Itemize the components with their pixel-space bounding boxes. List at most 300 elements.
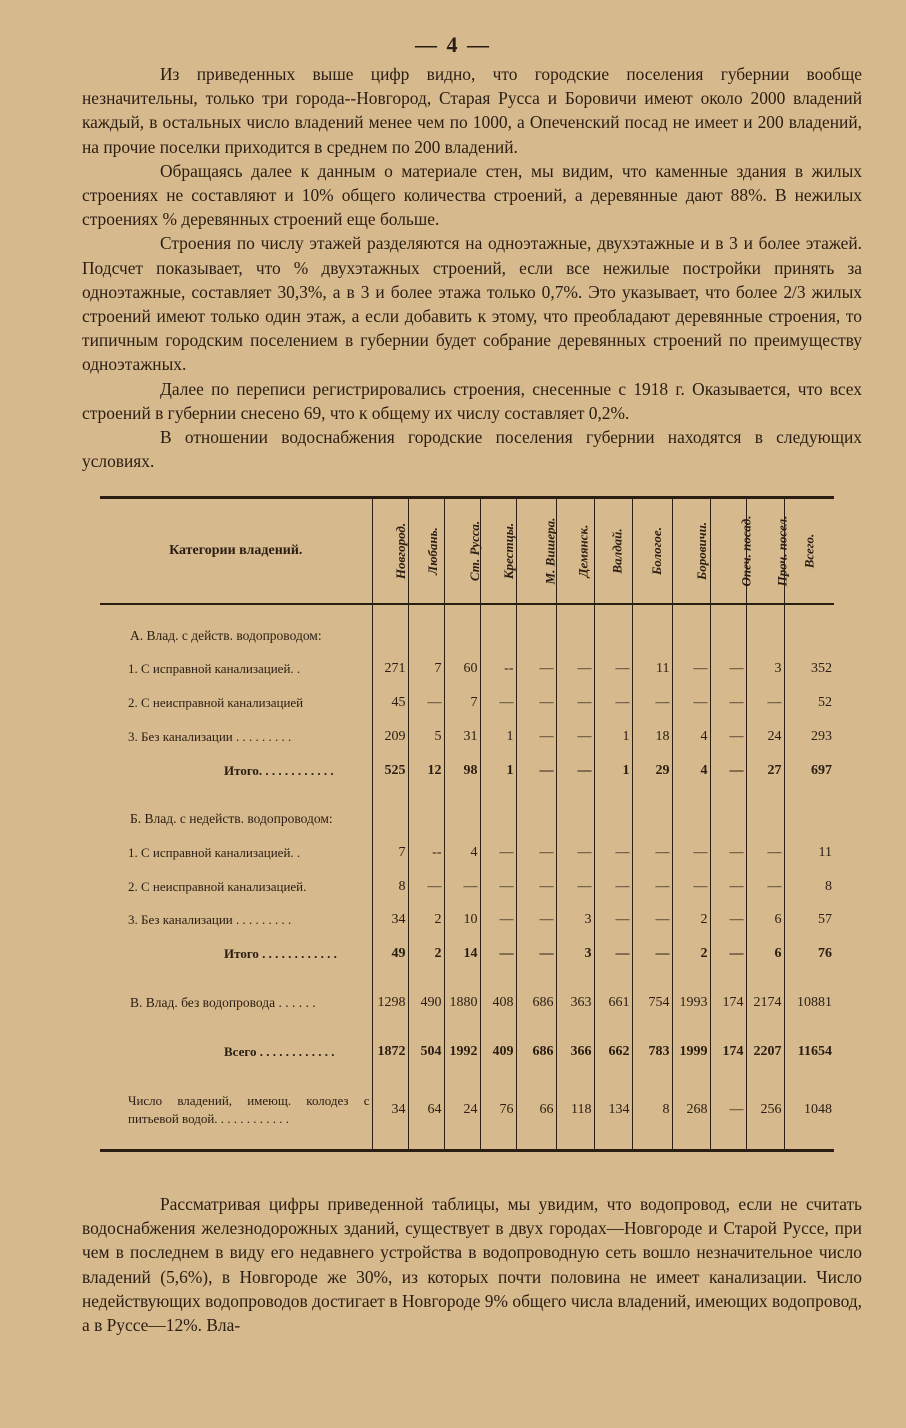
table-cell — [746, 619, 784, 653]
table-cell — [408, 1020, 444, 1035]
table-cell — [556, 802, 594, 836]
table-cell — [746, 1020, 784, 1035]
column-header — [444, 498, 480, 605]
table-cell — [632, 604, 672, 619]
table-cell: 662 — [594, 1034, 632, 1070]
table-cell: 10 — [444, 904, 480, 938]
table-cell: — — [632, 836, 672, 870]
row-label: В. Влад. без водопровода . . . . . . — [100, 986, 372, 1020]
table-cell: 408 — [480, 986, 516, 1020]
table-cell: 11 — [818, 844, 832, 860]
column-header — [372, 498, 408, 605]
column-header-label: Бологое. — [648, 527, 664, 575]
table-cell — [444, 971, 480, 986]
table-cell: — — [556, 836, 594, 870]
table-cell — [672, 971, 710, 986]
column-header-label: Любань. — [424, 527, 440, 575]
column-header-label: Проч. посел. — [773, 515, 789, 587]
table-cell: 209 — [372, 720, 408, 754]
table-cell: — — [710, 870, 746, 904]
table-cell: — — [672, 653, 710, 687]
table-cell: 8 — [825, 878, 832, 894]
paragraph: Строения по числу этажей разделяются на одноэтажные, двухэтажные и в 3 и более этажей. Подсчет показывает, что % двухэтажных строений, если все нежилые постройки принять за одноэтажные, составляет 30,3%, а в 3 и более этажа только 0,7%. Это указывает, что более 2/3 жилых строений имеют только один этаж, а если добавить к этому, что преобладают деревянные строения, то типичным городским поселением в губернии будет собрание деревянных строений по преимуществу одноэтажных. — [82, 233, 862, 375]
table-cell: 24 — [444, 1085, 480, 1136]
table-cell — [710, 1070, 746, 1085]
table-cell: — — [710, 653, 746, 687]
table-cell — [632, 971, 672, 986]
table-cell: 1999 — [672, 1034, 710, 1070]
row-label: Итого. . . . . . . . . . . . — [100, 754, 372, 788]
spacer-row — [100, 1136, 834, 1151]
table-cell — [372, 619, 408, 653]
table-cell — [556, 971, 594, 986]
table-cell — [784, 788, 834, 803]
table-cell: 2207 — [746, 1034, 784, 1070]
table-cell: 686 — [516, 1034, 556, 1070]
table-cell: 27 — [746, 754, 784, 788]
table-row — [100, 937, 834, 971]
table-cell: 7 — [372, 836, 408, 870]
table-cell — [372, 802, 408, 836]
table-cell — [556, 619, 594, 653]
table-cell — [594, 802, 632, 836]
table-cell — [784, 619, 834, 653]
table-cell — [710, 604, 746, 619]
table-cell — [746, 1070, 784, 1085]
table-cell: — — [480, 686, 516, 720]
table-cell: 118 — [556, 1085, 594, 1136]
table-cell — [444, 604, 480, 619]
paragraph: Из приведенных выше цифр видно, что городские поселения губернии вообще незначительны, только три города--Новгород, Старая Русса и Боровичи имеют около 2000 владений каждый, в остальных число владений менее чем по 1000, а Опеченский посад не имеет и 200 владений, на прочие поселки приходится в среднем по 200 владений. — [82, 64, 862, 157]
table-cell: — — [408, 686, 444, 720]
table-cell: 10881 — [797, 994, 832, 1010]
table-cell — [516, 604, 556, 619]
table-cell: 7 — [408, 653, 444, 687]
table-cell: 1 — [480, 720, 516, 754]
table-cell: 490 — [408, 986, 444, 1020]
table-cell: 66 — [516, 1085, 556, 1136]
table-cell: 504 — [408, 1034, 444, 1070]
table-cell — [746, 788, 784, 803]
table-cell — [710, 619, 746, 653]
table-cell: 1880 — [444, 986, 480, 1020]
table-cell: 2 — [672, 937, 710, 971]
table-cell: — — [710, 1085, 746, 1136]
row-label — [100, 604, 372, 619]
table-cell — [672, 604, 710, 619]
table-cell: 1992 — [444, 1034, 480, 1070]
table-cell: -- — [408, 836, 444, 870]
column-header — [672, 498, 710, 605]
table-cell — [372, 1020, 408, 1035]
table-cell: 1 — [594, 754, 632, 788]
table-cell — [784, 604, 834, 619]
table-cell: 697 — [811, 762, 832, 778]
table-row — [100, 904, 834, 938]
table-cell: — — [594, 904, 632, 938]
table-cell: 2174 — [746, 986, 784, 1020]
table-cell: 174 — [710, 1034, 746, 1070]
table-cell: 11 — [632, 653, 672, 687]
table-cell — [480, 1136, 516, 1151]
table-cell — [444, 1020, 480, 1035]
table-cell — [710, 1136, 746, 1151]
table-cell — [516, 802, 556, 836]
table-cell: 8 — [372, 870, 408, 904]
row-label: 1. С исправной канализацией. . — [100, 836, 372, 870]
table-cell: 1 — [594, 720, 632, 754]
table-cell: 4 — [444, 836, 480, 870]
table-cell — [632, 1070, 672, 1085]
row-label: 2. С неисправной канализацией — [100, 686, 372, 720]
table-cell — [746, 604, 784, 619]
paragraph: Далее по переписи регистрировались строения, снесенные с 1918 г. Оказывается, что всех строений в губернии снесено 69, что к общему их числу составляет 0,2%. — [82, 378, 862, 423]
table-cell — [444, 802, 480, 836]
column-header — [594, 498, 632, 605]
table-cell: — — [480, 937, 516, 971]
column-header-label: М. Вишера. — [541, 517, 557, 585]
table-cell: — — [516, 653, 556, 687]
table-cell: 7 — [444, 686, 480, 720]
table-cell — [480, 788, 516, 803]
table-cell: — — [594, 653, 632, 687]
row-label: 3. Без канализации . . . . . . . . . — [100, 904, 372, 938]
table-cell: — — [556, 720, 594, 754]
column-header — [516, 498, 556, 605]
column-header-label: Опеч. посад. — [737, 515, 753, 587]
table-cell: — — [710, 754, 746, 788]
table-cell: — — [408, 870, 444, 904]
table-cell: — — [672, 836, 710, 870]
table-cell: 268 — [672, 1085, 710, 1136]
table-cell: — — [632, 686, 672, 720]
table-cell: 6 — [746, 937, 784, 971]
table-cell — [408, 971, 444, 986]
table-cell: 525 — [372, 754, 408, 788]
table-cell — [372, 788, 408, 803]
table-cell: — — [480, 870, 516, 904]
table-cell: 1048 — [804, 1102, 832, 1118]
table-row — [100, 653, 834, 687]
table-cell — [672, 788, 710, 803]
table-cell: 29 — [632, 754, 672, 788]
table-cell — [408, 1070, 444, 1085]
table-cell — [594, 971, 632, 986]
table-cell — [516, 1136, 556, 1151]
table-cell: — — [594, 686, 632, 720]
table-cell: 293 — [811, 728, 832, 744]
table-cell: — — [516, 720, 556, 754]
row-label: Б. Влад. с недейств. водопроводом: — [100, 802, 372, 836]
table-cell: — — [710, 720, 746, 754]
row-label — [100, 1020, 372, 1035]
table-cell: — — [516, 870, 556, 904]
spacer-row — [100, 604, 834, 619]
table-cell: 14 — [444, 937, 480, 971]
column-header-label: Ст. Русса. — [466, 520, 482, 582]
column-header-label: Новгород. — [392, 522, 408, 580]
column-header — [632, 498, 672, 605]
table-cell: 1 — [480, 754, 516, 788]
table-cell: 5 — [408, 720, 444, 754]
table-cell — [408, 619, 444, 653]
table-row — [100, 802, 834, 836]
row-label: Всего . . . . . . . . . . . . — [100, 1034, 372, 1070]
table-cell: 18 — [632, 720, 672, 754]
outro-text — [82, 1192, 862, 1337]
table-cell — [594, 619, 632, 653]
table — [100, 496, 834, 1152]
page-number: — 4 — — [415, 32, 491, 57]
table-row — [100, 836, 834, 870]
table-row — [100, 870, 834, 904]
table-cell: — — [710, 904, 746, 938]
table-cell — [784, 802, 834, 836]
table-row — [100, 720, 834, 754]
table-cell — [632, 788, 672, 803]
table-cell: 24 — [746, 720, 784, 754]
intro-text — [82, 62, 862, 473]
table-cell: — — [556, 870, 594, 904]
paragraph: В отношении водоснабжения городские поселения губернии находятся в следующих условиях. — [82, 427, 862, 472]
table-cell: — — [710, 937, 746, 971]
table-cell — [372, 604, 408, 619]
row-label — [100, 1136, 372, 1151]
table-cell — [672, 1070, 710, 1085]
table-cell — [444, 619, 480, 653]
table-cell: 783 — [632, 1034, 672, 1070]
table-cell: 98 — [444, 754, 480, 788]
table-cell: 366 — [556, 1034, 594, 1070]
table-cell: -- — [480, 653, 516, 687]
table-cell — [632, 619, 672, 653]
table-cell: 271 — [372, 653, 408, 687]
table-cell — [556, 604, 594, 619]
column-header-label: Всего. — [801, 533, 817, 569]
table-cell: 754 — [632, 986, 672, 1020]
table-cell: — — [672, 870, 710, 904]
table-cell — [480, 1020, 516, 1035]
table-cell — [444, 788, 480, 803]
table-cell: — — [710, 686, 746, 720]
table-cell: — — [746, 870, 784, 904]
table-cell — [672, 1020, 710, 1035]
table-cell: 352 — [811, 661, 832, 677]
table-cell — [784, 1020, 834, 1035]
table-cell — [408, 604, 444, 619]
table-cell: — — [632, 904, 672, 938]
row-label — [100, 971, 372, 986]
table-cell — [516, 971, 556, 986]
table-cell: 76 — [480, 1085, 516, 1136]
table-row — [100, 754, 834, 788]
table-cell: 12 — [408, 754, 444, 788]
table-cell — [556, 1136, 594, 1151]
table-cell — [784, 1136, 834, 1151]
spacer-row — [100, 1070, 834, 1085]
table-cell — [480, 604, 516, 619]
table-cell: — — [516, 754, 556, 788]
table-cell: — — [516, 904, 556, 938]
table-row — [100, 619, 834, 653]
spacer-row — [100, 788, 834, 803]
row-label: 2. С неисправной канализацией. — [100, 870, 372, 904]
table-cell: 174 — [710, 986, 746, 1020]
table-cell: — — [516, 937, 556, 971]
table-cell — [372, 1070, 408, 1085]
table-cell: 11654 — [797, 1044, 832, 1060]
table-row — [100, 1034, 834, 1070]
table-cell: 1993 — [672, 986, 710, 1020]
table-cell: 34 — [372, 904, 408, 938]
table-cell — [710, 971, 746, 986]
row-label — [100, 788, 372, 803]
table-cell — [556, 1020, 594, 1035]
table-cell: 1298 — [372, 986, 408, 1020]
table-cell: 45 — [372, 686, 408, 720]
table-cell: 4 — [672, 720, 710, 754]
table-cell: 76 — [818, 946, 832, 962]
table-cell — [556, 788, 594, 803]
table-cell: 64 — [408, 1085, 444, 1136]
column-header — [480, 498, 516, 605]
column-header-label: Крестцы. — [500, 522, 516, 580]
table-cell — [746, 802, 784, 836]
table-cell: — — [710, 836, 746, 870]
table-cell: 6 — [746, 904, 784, 938]
table-cell: — — [444, 870, 480, 904]
table-cell — [408, 1136, 444, 1151]
table-cell — [672, 802, 710, 836]
water-supply-table — [100, 496, 834, 1152]
table-cell — [480, 802, 516, 836]
column-header — [556, 498, 594, 605]
table-cell: 661 — [594, 986, 632, 1020]
table-cell: 34 — [372, 1085, 408, 1136]
table-cell — [594, 1136, 632, 1151]
table-cell — [516, 788, 556, 803]
row-label: А. Влад. с действ. водопроводом: — [100, 619, 372, 653]
table-row — [100, 1085, 834, 1136]
table-cell — [594, 788, 632, 803]
table-cell — [784, 1070, 834, 1085]
table-cell: 3 — [746, 653, 784, 687]
table-cell — [480, 619, 516, 653]
table-cell: 686 — [516, 986, 556, 1020]
table-cell — [632, 1136, 672, 1151]
table-cell: 134 — [594, 1085, 632, 1136]
column-header — [710, 498, 753, 605]
table-cell: — — [632, 937, 672, 971]
row-label: Число владений, имеющ. колодез с питьевой водой. . . . . . . . . . . . — [100, 1085, 372, 1136]
table-cell: 52 — [818, 695, 832, 711]
table-cell: — — [594, 870, 632, 904]
table-cell: 60 — [444, 653, 480, 687]
table-cell — [746, 971, 784, 986]
table-cell: 31 — [444, 720, 480, 754]
table-cell: — — [556, 754, 594, 788]
table-cell — [632, 802, 672, 836]
table-cell: — — [516, 836, 556, 870]
table-row — [100, 986, 834, 1020]
row-label: 1. С исправной канализацией. . — [100, 653, 372, 687]
column-header-label: Демянск. — [574, 524, 590, 578]
table-cell — [444, 1070, 480, 1085]
table-cell: 3 — [556, 937, 594, 971]
column-header — [408, 498, 444, 605]
paragraph: Обращаясь далее к данным о материале стен, мы видим, что каменные здания в жилых строениях не составляют и 10% общего количества строений, а деревянные дают 88%. В нежилых строениях % деревянных строений еще больше. — [82, 160, 862, 230]
row-label: 3. Без канализации . . . . . . . . . — [100, 720, 372, 754]
column-header-category: Категории владений. — [100, 498, 372, 605]
table-cell: — — [516, 686, 556, 720]
table-cell — [408, 802, 444, 836]
table-cell — [784, 971, 834, 986]
table-cell: — — [632, 870, 672, 904]
table-cell: 3 — [556, 904, 594, 938]
table-cell — [710, 802, 746, 836]
table-cell: 409 — [480, 1034, 516, 1070]
row-label: Итого . . . . . . . . . . . . — [100, 937, 372, 971]
table-cell: — — [594, 937, 632, 971]
table-cell: — — [672, 686, 710, 720]
table-cell — [672, 1136, 710, 1151]
paragraph: Рассматривая цифры приведенной таблицы, мы увидим, что водопровод, если не считать водоснабжения железнодорожных зданий, существует в двух городах—Новгороде и Старой Руссе, при чем в последнем в виду его недавнего устройства в водопроводную сеть вошло незначительное число владений (5,6%), в Новгороде же 30%, из которых почти половина не имеет канализации. Число недействующих водопроводов достигает в Новгороде 9% общего числа владений, имеющих водопровод, а в Руссе—12%. Вла- — [82, 1194, 862, 1336]
table-cell — [746, 1136, 784, 1151]
table-cell — [710, 1020, 746, 1035]
table-cell: 4 — [672, 754, 710, 788]
table-cell — [444, 1136, 480, 1151]
table-cell — [672, 619, 710, 653]
table-cell: 256 — [746, 1085, 784, 1136]
table-cell — [516, 1020, 556, 1035]
table-cell — [632, 1020, 672, 1035]
table-cell: — — [594, 836, 632, 870]
table-cell: — — [480, 836, 516, 870]
column-header — [784, 498, 834, 605]
table-cell — [516, 1070, 556, 1085]
table-cell — [372, 971, 408, 986]
row-label — [100, 1070, 372, 1085]
table-cell — [594, 604, 632, 619]
spacer-row — [100, 1020, 834, 1035]
table-cell — [480, 971, 516, 986]
table-cell: 8 — [632, 1085, 672, 1136]
table-cell — [594, 1020, 632, 1035]
table-cell: 1872 — [372, 1034, 408, 1070]
table-cell: — — [746, 686, 784, 720]
table-cell: 2 — [408, 937, 444, 971]
column-header-label: Валдай. — [609, 528, 625, 574]
table-cell: 49 — [372, 937, 408, 971]
table-cell — [408, 788, 444, 803]
table-cell: — — [480, 904, 516, 938]
spacer-row — [100, 971, 834, 986]
table-cell: 2 — [408, 904, 444, 938]
table-cell: 2 — [672, 904, 710, 938]
table-cell: 363 — [556, 986, 594, 1020]
table-cell — [516, 619, 556, 653]
column-header-label: Боровичи. — [693, 521, 709, 581]
table-cell — [710, 788, 746, 803]
table-cell — [480, 1070, 516, 1085]
table-cell — [556, 1070, 594, 1085]
table-cell: 57 — [818, 912, 832, 928]
table-cell: — — [556, 686, 594, 720]
table-header-row — [100, 498, 834, 605]
table-cell: — — [746, 836, 784, 870]
table-cell: — — [556, 653, 594, 687]
table-cell — [372, 1136, 408, 1151]
